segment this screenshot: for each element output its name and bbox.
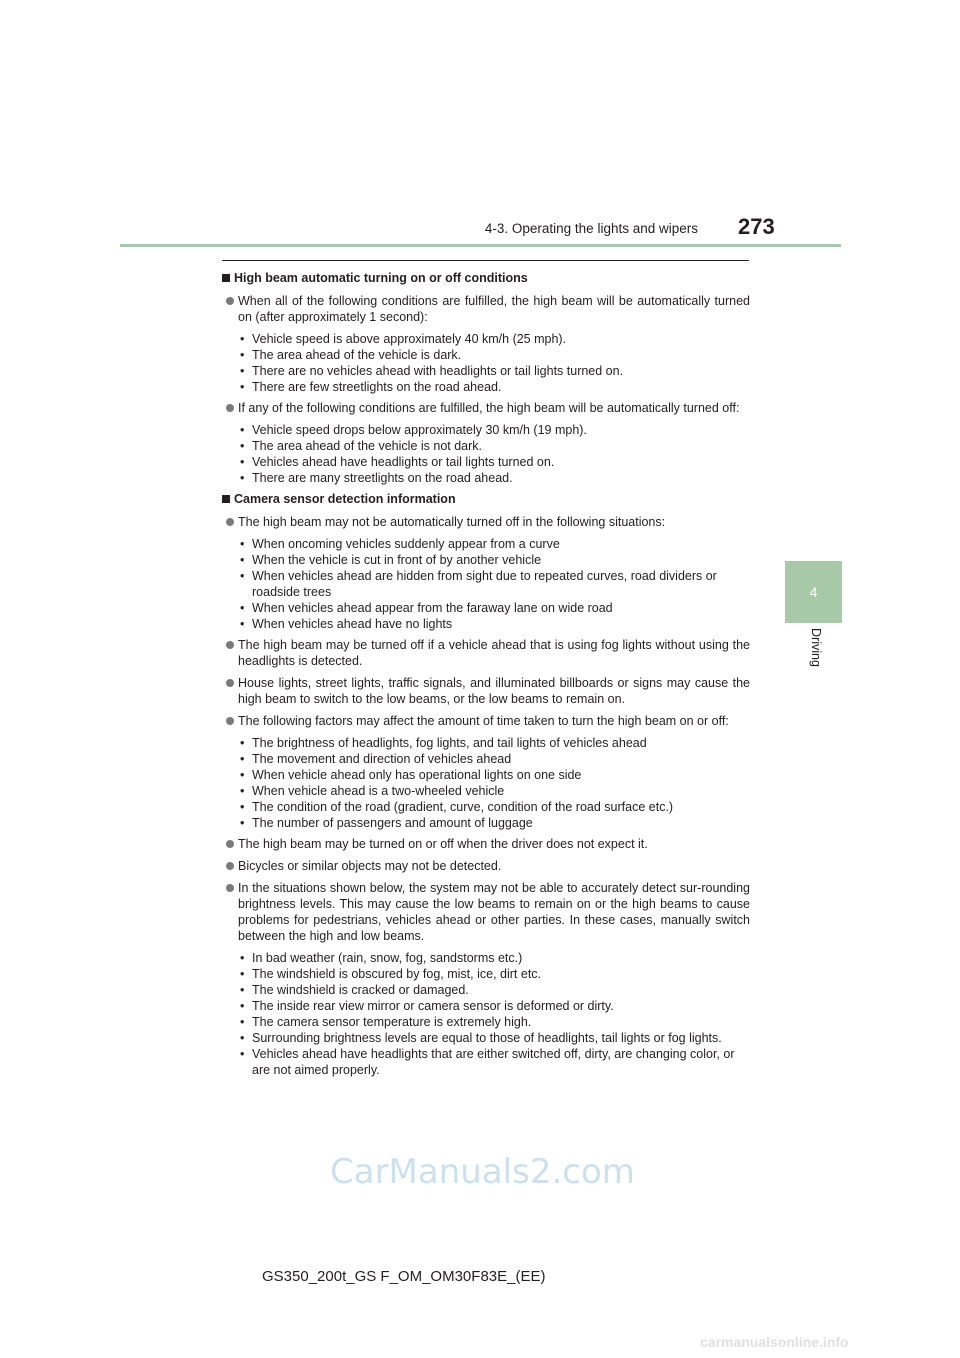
sub-list-item: • Vehicles ahead have headlights that are either switched off, dirty, are changing color, or are not aimed properly. bbox=[252, 1046, 750, 1078]
bullet-item bbox=[222, 713, 750, 729]
sub-list-item: • The area ahead of the vehicle is dark. bbox=[252, 347, 750, 363]
sub-list-item: • When vehicle ahead only has operational lights on one side bbox=[252, 767, 750, 783]
chapter-tab-label: Driving bbox=[809, 628, 823, 667]
sub-list-item: • When the vehicle is cut in front of by another vehicle bbox=[252, 552, 750, 568]
round-bullet-icon bbox=[226, 679, 234, 687]
footer-code: GS350_200t_GS F_OM_OM30F83E_(EE) bbox=[262, 1268, 546, 1285]
bullet-item bbox=[222, 293, 750, 325]
sub-list-item: • The area ahead of the vehicle is not dark. bbox=[252, 438, 750, 454]
sub-list-item: • When vehicles ahead have no lights bbox=[252, 616, 750, 632]
bullet-text: The high beam may not be automatically turned off in the following situations: bbox=[238, 515, 666, 529]
bullet-item bbox=[222, 880, 750, 944]
bullet-text: House lights, street lights, traffic signals, and illuminated billboards or signs may cause the high beam to switch to the low beams, or the low beams to remain on. bbox=[238, 676, 750, 706]
sub-list bbox=[222, 331, 750, 395]
bullet-text: If any of the following conditions are fulfilled, the high beam will be automatically turned off: bbox=[238, 401, 740, 415]
square-bullet-icon bbox=[222, 274, 230, 282]
bullet-text: The following factors may affect the amount of time taken to turn the high beam on or off: bbox=[238, 714, 729, 728]
chapter-tab bbox=[785, 561, 842, 623]
round-bullet-icon bbox=[226, 404, 234, 412]
section-heading bbox=[222, 270, 750, 286]
footer-watermark: carmanualsonline.info bbox=[700, 1334, 849, 1350]
bullet-text: Bicycles or similar objects may not be detected. bbox=[238, 859, 502, 873]
bullet-item bbox=[222, 836, 750, 852]
sub-list-item: • The camera sensor temperature is extremely high. bbox=[252, 1014, 750, 1030]
sub-list-item: • The number of passengers and amount of luggage bbox=[252, 815, 750, 831]
sub-list-item: • Vehicle speed drops below approximately 30 km/h (19 mph). bbox=[252, 422, 750, 438]
sub-list-item: • Surrounding brightness levels are equal to those of headlights, tail lights or fog lights. bbox=[252, 1030, 750, 1046]
bullet-item bbox=[222, 400, 750, 416]
round-bullet-icon bbox=[226, 862, 234, 870]
bullet-item bbox=[222, 858, 750, 874]
sub-list-item: • When vehicles ahead are hidden from sight due to repeated curves, road dividers or roadside trees bbox=[252, 568, 750, 600]
sub-list-item: • The movement and direction of vehicles ahead bbox=[252, 751, 750, 767]
sub-list-item: • When oncoming vehicles suddenly appear from a curve bbox=[252, 536, 750, 552]
page-number: 273 bbox=[738, 214, 775, 239]
sub-list-item: • The windshield is cracked or damaged. bbox=[252, 982, 750, 998]
bullet-text: When all of the following conditions are fulfilled, the high beam will be automatically turned on (after approximately 1 second): bbox=[238, 294, 750, 324]
round-bullet-icon bbox=[226, 518, 234, 526]
sub-list-item: • Vehicles ahead have headlights or tail lights turned on. bbox=[252, 454, 750, 470]
square-bullet-icon bbox=[222, 495, 230, 503]
sub-list-item: • When vehicles ahead appear from the faraway lane on wide road bbox=[252, 600, 750, 616]
chapter-title: 4-3. Operating the lights and wipers bbox=[484, 221, 698, 236]
chapter-tab-number: 4 bbox=[809, 584, 818, 600]
round-bullet-icon bbox=[226, 884, 234, 892]
sub-list-item: • The windshield is obscured by fog, mist, ice, dirt etc. bbox=[252, 966, 750, 982]
page-content bbox=[222, 268, 750, 1083]
header-rule bbox=[120, 244, 841, 247]
sub-list-item: • There are few streetlights on the road ahead. bbox=[252, 379, 750, 395]
sub-list-item: • When vehicle ahead is a two-wheeled vehicle bbox=[252, 783, 750, 799]
bullet-item bbox=[222, 514, 750, 530]
section-heading-text: High beam automatic turning on or off conditions bbox=[234, 271, 528, 285]
sub-list-item: • There are many streetlights on the road ahead. bbox=[252, 470, 750, 486]
watermark: CarManuals2.com bbox=[330, 1152, 635, 1192]
bullet-item bbox=[222, 637, 750, 669]
round-bullet-icon bbox=[226, 717, 234, 725]
sub-list bbox=[222, 536, 750, 632]
sub-list-item: • Vehicle speed is above approximately 40 km/h (25 mph). bbox=[252, 331, 750, 347]
sub-list-item: • There are no vehicles ahead with headlights or tail lights turned on. bbox=[252, 363, 750, 379]
sub-list bbox=[222, 422, 750, 486]
round-bullet-icon bbox=[226, 641, 234, 649]
sub-list-item: • The brightness of headlights, fog lights, and tail lights of vehicles ahead bbox=[252, 735, 750, 751]
sub-list-item: • In bad weather (rain, snow, fog, sandstorms etc.) bbox=[252, 950, 750, 966]
bullet-text: The high beam may be turned on or off when the driver does not expect it. bbox=[238, 837, 648, 851]
section-heading-text: Camera sensor detection information bbox=[234, 492, 456, 506]
sub-list-item: • The inside rear view mirror or camera sensor is deformed or dirty. bbox=[252, 998, 750, 1014]
sub-list-item: • The condition of the road (gradient, curve, condition of the road surface etc.) bbox=[252, 799, 750, 815]
bullet-text: In the situations shown below, the system may not be able to accurately detect sur-rounding brightness levels. This may cause the low beams to remain on or the high beams to cause problems for pedestrians, vehicles ahead or other parties. In these cases, manually switch between the high and low beams. bbox=[238, 881, 750, 943]
round-bullet-icon bbox=[226, 297, 234, 305]
round-bullet-icon bbox=[226, 840, 234, 848]
bullet-text: The high beam may be turned off if a vehicle ahead that is using fog lights without using the headlights is detected. bbox=[238, 638, 750, 668]
sub-list bbox=[222, 950, 750, 1078]
bullet-item bbox=[222, 675, 750, 707]
section-heading bbox=[222, 491, 750, 507]
content-top-rule bbox=[222, 260, 749, 261]
sub-list bbox=[222, 735, 750, 831]
